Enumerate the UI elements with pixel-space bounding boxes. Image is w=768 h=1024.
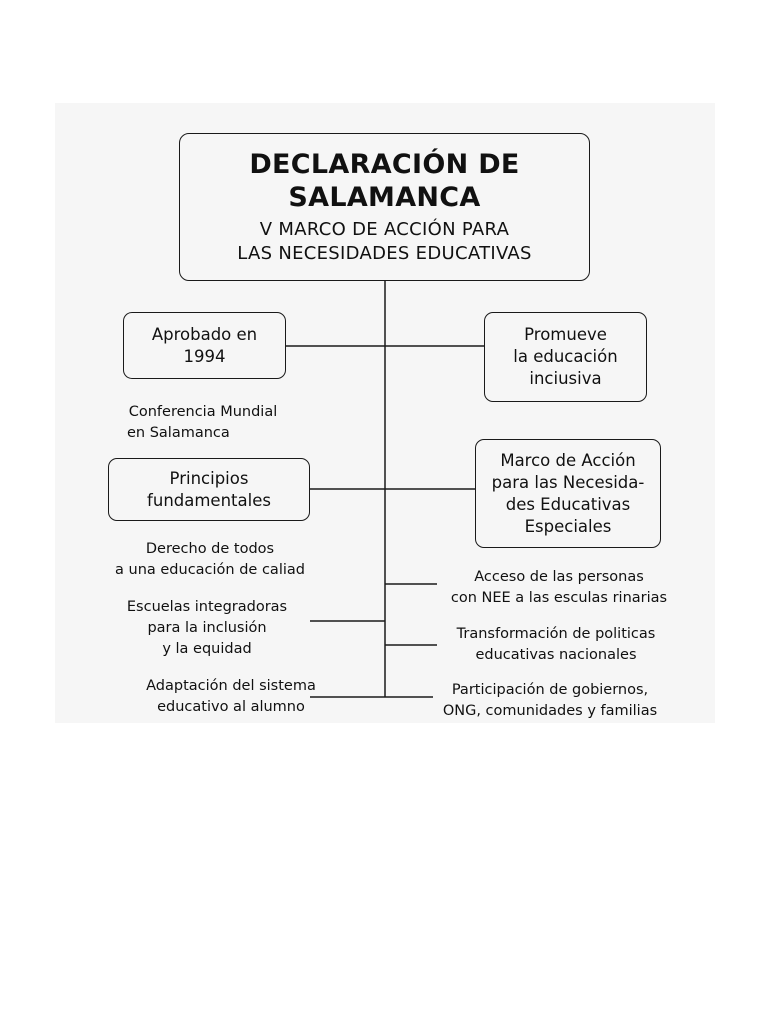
label-acceso-line-1: Acceso de las personas [474, 569, 644, 585]
label-escuelas-line-1: Escuelas integradoras [126, 599, 288, 615]
label-participacion-line-2: ONG, comunidades y familias [442, 703, 658, 719]
node-promueve-line-3: inciusiva [529, 369, 602, 388]
label-derecho-line-1: Derecho de todos [145, 541, 275, 557]
label-transformacion [431, 624, 681, 666]
node-marco-line-2: para las Necesida- [491, 472, 645, 492]
title-line-4: LAS NECESIDADES EDUCATIVAS [237, 243, 532, 264]
node-marco-line-4: Especiales [524, 516, 612, 536]
node-principios [108, 458, 310, 521]
label-escuelas [107, 597, 307, 660]
label-adaptacion [128, 676, 334, 718]
node-principios-line-1: Principios [169, 468, 249, 488]
label-conferencia [103, 402, 303, 444]
label-acceso-line-2: con NEE a las esculas rinarias [450, 590, 668, 606]
label-adaptacion-line-1: Adaptación del sistema [146, 678, 316, 694]
label-escuelas-line-2: para la inclusión [147, 620, 267, 636]
label-transformacion-line-2: educativas nacionales [475, 647, 637, 663]
node-promueve-line-2: la educación [513, 347, 618, 366]
label-derecho [95, 539, 325, 581]
label-escuelas-line-3: y la equidad [162, 641, 252, 657]
label-participacion [427, 680, 673, 722]
node-aprobado-line-1: Aprobado en [151, 324, 258, 344]
label-derecho-line-2: a una educación de caliad [115, 562, 305, 578]
title-line-2: SALAMANCA [288, 182, 481, 213]
label-acceso [434, 567, 684, 609]
node-promueve-line-1: Promueve [524, 325, 607, 344]
node-principios-line-2: fundamentales [147, 490, 271, 510]
label-conferencia-line-2: en Salamanca [127, 425, 230, 441]
title-line-1: DECLARACIÓN DE [249, 149, 520, 180]
label-transformacion-line-1: Transformación de politicas [456, 626, 656, 642]
node-promueve [484, 312, 647, 402]
node-marco-line-1: Marco de Acción [500, 450, 636, 470]
node-marco-line-3: des Educativas [505, 494, 631, 514]
node-marco [475, 439, 661, 548]
node-aprobado [123, 312, 286, 379]
label-conferencia-line-1: Conferencia Mundial [128, 404, 278, 420]
node-aprobado-line-2: 1994 [183, 346, 226, 366]
label-participacion-line-1: Participación de gobiernos, [451, 682, 649, 698]
label-adaptacion-line-2: educativo al alumno [157, 699, 305, 715]
title-box [179, 133, 590, 281]
title-line-3: V MARCO DE ACCIÓN PARA [259, 219, 510, 240]
